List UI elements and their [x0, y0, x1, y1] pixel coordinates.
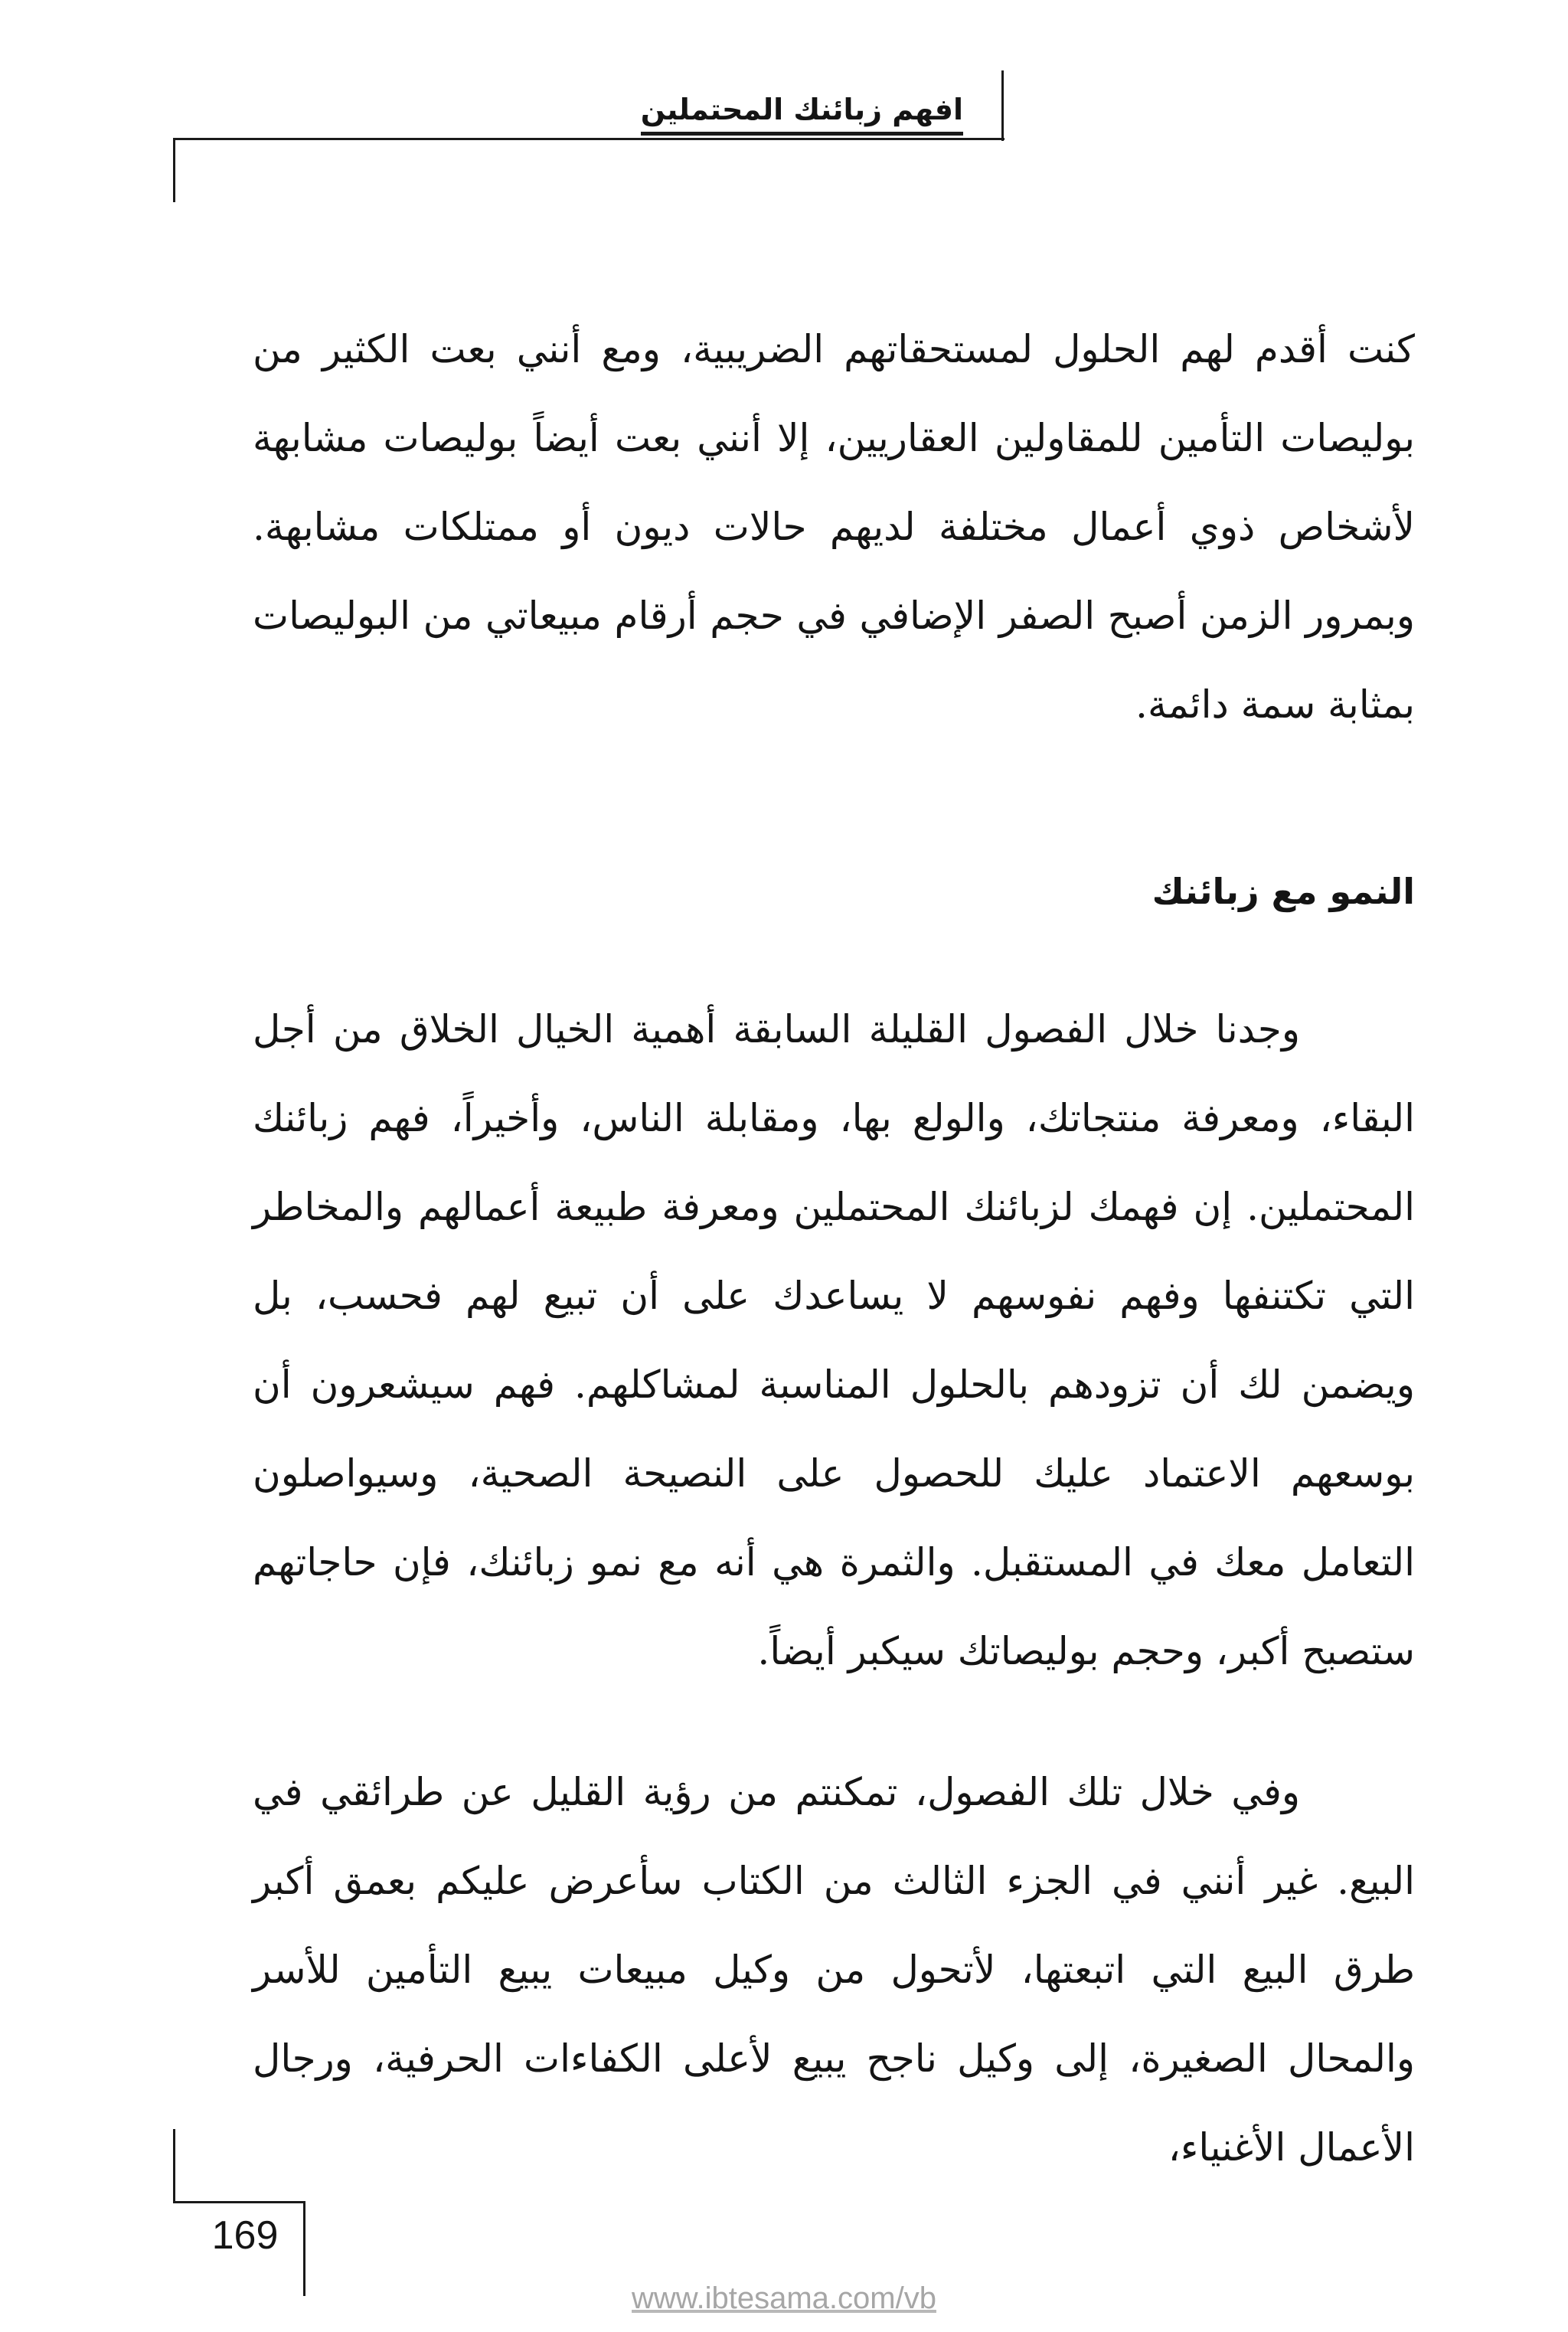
- paragraph-3: وفي خلال تلك الفصول، تمكنتم من رؤية القليل عن طرائقي في البيع. غير أنني في الجزء الثالث من الكتاب سأعرض عليكم بعمق أكبر طرق البيع التي اتبعتها، لأتحول من وكيل مبيعات يبيع التأمين للأسر والمحال الصغيرة، إلى وكيل ناجح يبيع لأعلى الكفاءات الحرفية، ورجال الأعمال الأغنياء،: [253, 1770, 1415, 2170]
- section-heading: النمو مع زبائنك: [1152, 871, 1415, 913]
- watermark-link[interactable]: www.ibtesama.com/vb: [632, 2281, 936, 2315]
- footer-rule-left: [173, 2129, 175, 2203]
- page-number: 169: [211, 2213, 279, 2258]
- footer-rule-bottom: [173, 2201, 305, 2203]
- header-rule-left: [173, 138, 175, 202]
- header-rule-top: [173, 138, 1004, 140]
- paragraph-1: كنت أقدم لهم الحلول لمستحقاتهم الضريبية، ومع أنني بعت الكثير من بوليصات التأمين للمقاولين العقاريين، إلا أنني بعت أيضاً بوليصات مشابهة لأشخاص ذوي أعمال مختلفة لديهم حالات ديون أو ممتلكات مشابهة. وبمرور الزمن أصبح الصفر الإضافي في حجم أرقام مبيعاتي من البوليصات بمثابة سمة دائمة.: [253, 327, 1415, 727]
- header-rule-right: [1001, 70, 1004, 141]
- paragraph-2: وجدنا خلال الفصول القليلة السابقة أهمية الخيال الخلاق من أجل البقاء، ومعرفة منتجاتك، والولع بها، ومقابلة الناس، وأخيراً، فهم زبائنك المحتملين. إن فهمك لزبائنك المحتملين ومعرفة طبيعة أعمالهم والمخاطر التي تكتنفها وفهم نفوسهم لا يساعدك على أن تبيع لهم فحسب، بل ويضمن لك أن تزودهم بالحلول المناسبة لمشاكلهم. فهم سيشعرون أن بوسعهم الاعتماد عليك للحصول على النصيحة الصحية، وسيواصلون التعامل معك في المستقبل. والثمرة هي أنه مع نمو زبائنك، فإن حاجاتهم ستصبح أكبر، وحجم بوليصاتك سيكبر أيضاً.: [253, 1007, 1415, 1673]
- running-header: افهم زبائنك المحتملين: [641, 89, 963, 136]
